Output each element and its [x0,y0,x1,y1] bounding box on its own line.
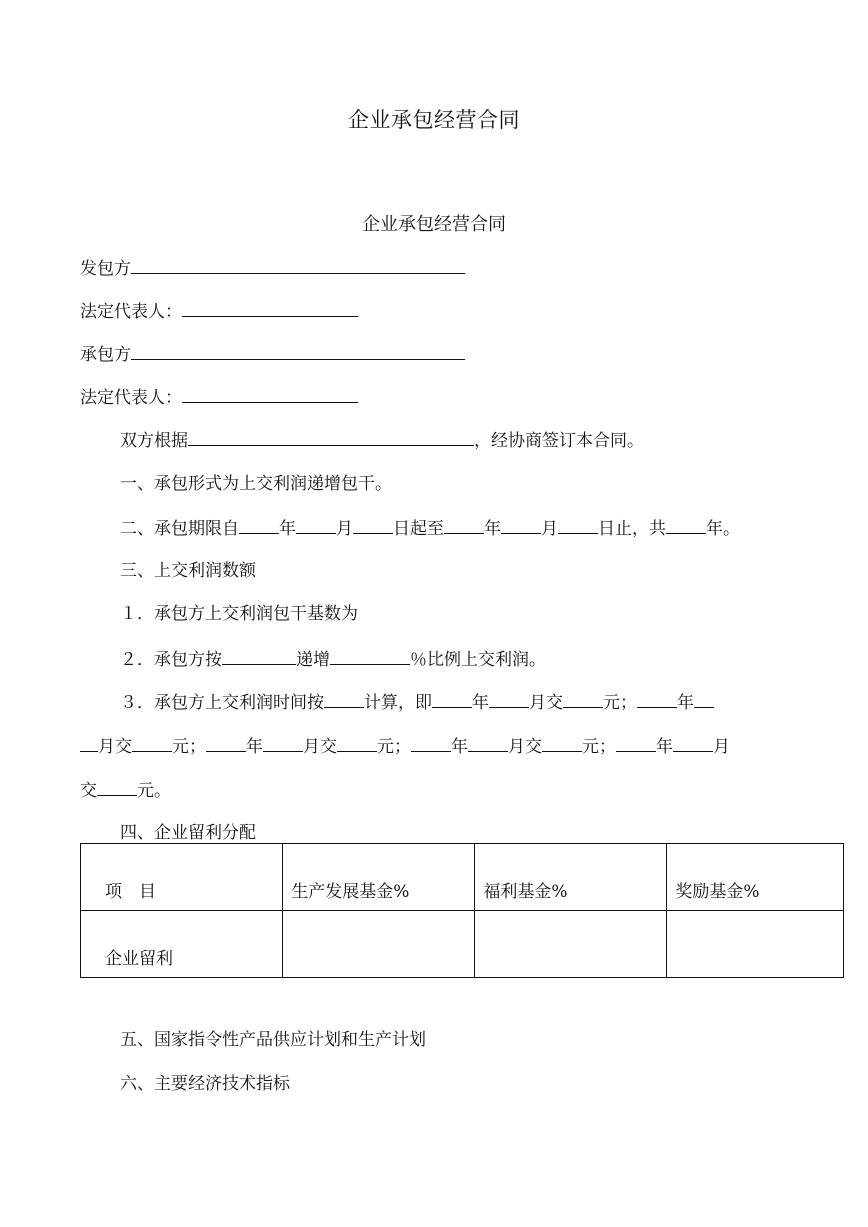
pay-amount-1-blank[interactable] [563,690,603,708]
clause-6: 六、主要经济技术指标 [120,1074,290,1094]
pay-month-2-blank-a[interactable] [694,690,714,708]
table-header-row [81,844,844,911]
clause-3-2 [120,647,546,671]
pay-year-2-blank[interactable] [637,690,677,708]
pay-amount-5-blank[interactable] [97,778,137,796]
clause-5: 五、国家指令性产品供应计划和生产计划 [120,1030,426,1050]
intro-suffix: ，经协商签订本合同。 [474,431,644,451]
pay-year-1-label: 年 [472,693,489,713]
development-fund-cell[interactable] [283,911,475,978]
pay-month-5-suffix: 交 [80,781,97,801]
clause-3-1: １．承包方上交利润包干基数为 [120,604,358,624]
rate-blank[interactable] [330,647,410,665]
total-years-blank[interactable] [666,516,706,534]
pay-amount-3-blank[interactable] [337,734,377,752]
day-to-label: 日止，共 [598,519,666,539]
calc-label: 计算，即 [364,693,432,713]
pay-month-2-label: 月交 [98,737,132,757]
pay-year-4-blank[interactable] [411,734,451,752]
end-day-blank[interactable] [558,516,598,534]
pay-month-4-blank[interactable] [468,734,508,752]
end-month-blank[interactable] [501,516,541,534]
contractor-rep-blank[interactable] [182,385,358,403]
intro-line [120,428,644,452]
header-development-fund: 生产发展基金% [283,844,475,911]
employer-line [80,256,465,280]
pay-month-2-blank-b[interactable] [80,734,98,752]
end-month-label: 月 [541,519,558,539]
pay-month-5-blank[interactable] [673,734,713,752]
clause-3-3-prefix: ３．承包方上交利润时间按 [120,693,324,713]
contractor-blank[interactable] [131,342,465,360]
document-subtitle: 企业承包经营合同 [362,214,506,235]
clause-2-prefix: 二、承包期限自 [120,519,239,539]
pay-year-3-blank[interactable] [206,734,246,752]
clause-3: 三、上交利润数额 [120,561,256,581]
pay-year-1-blank[interactable] [432,690,472,708]
clause-2 [120,516,740,540]
pay-year-5-blank[interactable] [616,734,656,752]
clause-1: 一、承包形式为上交利润递增包干。 [120,474,392,494]
end-year-blank[interactable] [444,516,484,534]
start-day-blank[interactable] [353,516,393,534]
contractor-label: 承包方 [80,345,131,365]
clause-3-2-prefix: ２．承包方按 [120,650,222,670]
pay-month-3-blank[interactable] [263,734,303,752]
header-item: 项 目 [81,844,283,911]
end-year-label: 年 [484,519,501,539]
clause-3-3-line3 [80,778,171,802]
pay-amount-4-label: 元； [582,737,616,757]
table-row [81,911,844,978]
clause-3-2-suffix: ％比例上交利润。 [410,650,546,670]
pay-month-1-label: 月交 [529,693,563,713]
pay-year-2-label: 年 [677,693,694,713]
employer-rep-line [80,299,358,323]
clause-3-3-line1 [120,690,714,714]
clause-4: 四、企业留利分配 [120,823,256,843]
method-blank[interactable] [222,647,296,665]
pay-month-5-label: 月 [713,737,730,757]
employer-label: 发包方 [80,259,131,279]
pay-year-3-label: 年 [246,737,263,757]
welfare-fund-cell[interactable] [475,911,667,978]
pay-amount-4-blank[interactable] [542,734,582,752]
start-year-blank[interactable] [239,516,279,534]
clause-3-3-line2 [80,734,730,758]
employer-rep-label: 法定代表人： [80,302,182,322]
basis-blank[interactable] [188,428,474,446]
start-year-label: 年 [279,519,296,539]
employer-blank[interactable] [131,256,465,274]
pay-amount-1-label: 元； [603,693,637,713]
retained-profit-table [80,843,844,978]
year-end-label: 年。 [706,519,740,539]
day-from-label: 日起至 [393,519,444,539]
contractor-rep-line [80,385,358,409]
pay-year-5-label: 年 [656,737,673,757]
header-welfare-fund: 福利基金% [475,844,667,911]
document-title: 企业承包经营合同 [348,108,520,132]
contractor-rep-label: 法定代表人： [80,388,182,408]
pay-month-4-label: 月交 [508,737,542,757]
row-label: 企业留利 [81,911,283,978]
clause-3-2-mid: 递增 [296,650,330,670]
pay-amount-5-label: 元。 [137,781,171,801]
start-month-label: 月 [336,519,353,539]
pay-month-1-blank[interactable] [489,690,529,708]
header-bonus-fund: 奖励基金% [667,844,844,911]
bonus-fund-cell[interactable] [667,911,844,978]
intro-prefix: 双方根据 [120,431,188,451]
contractor-line [80,342,465,366]
pay-amount-3-label: 元； [377,737,411,757]
pay-year-4-label: 年 [451,737,468,757]
employer-rep-blank[interactable] [182,299,358,317]
pay-amount-2-label: 元； [172,737,206,757]
start-month-blank[interactable] [296,516,336,534]
pay-month-3-label: 月交 [303,737,337,757]
period-blank[interactable] [324,690,364,708]
pay-amount-2-blank[interactable] [132,734,172,752]
